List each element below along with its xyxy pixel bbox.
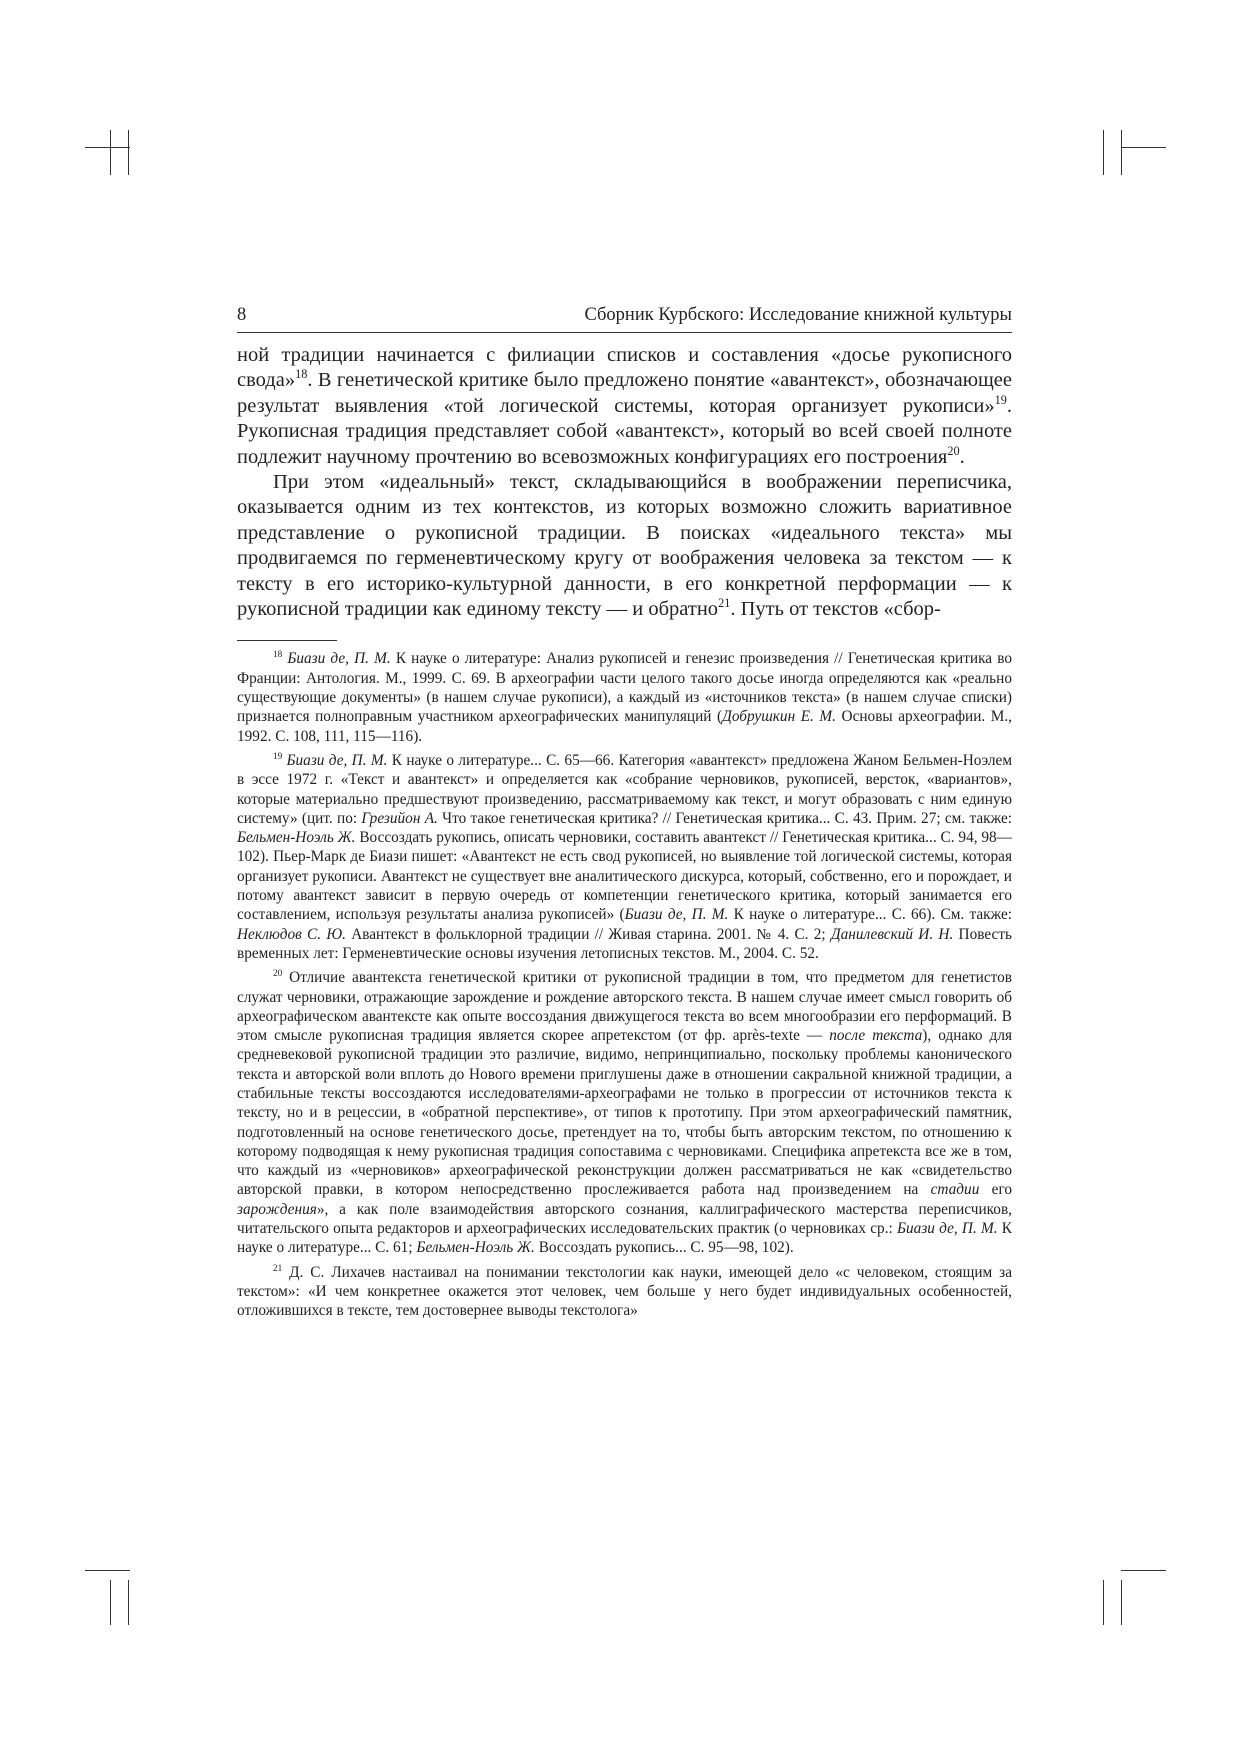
page-number: 8: [237, 305, 247, 325]
crop-mark: [1103, 1580, 1104, 1625]
crop-mark: [128, 130, 129, 175]
book-page: [237, 305, 1012, 1326]
crop-mark: [85, 147, 130, 148]
paragraph-1: ной традиции начинается с филиации списков и составления «досье рукописного свода»$^{18}$. В генетической критике было предложено понятие «авантекст», обозначающее результат выявления «той логической системы, которая организует рукописи»$^{19}$. Рукописная традиция представляет собой «авантекст», который во всей своей полноте подлежит научному прочтению во всевозможных конфигурациях его построения$^{20}$.: [237, 344, 1012, 468]
crop-mark: [1121, 1570, 1166, 1571]
footnote-20: $^{20}$ Отличие авантекста генетической критики от рукописной традиции в том, что предметом для генетистов служат черновики, отражающие зарождение и рождение авторского текста. В нашем случае имеет смысл говорить об археографическом авантексте как опыте воссоздания движущегося текста во всем многообразии его перформаций. В этом смысле рукописная традиция является скорее апретекстом (от фр. après-texte — после текста), однако для средневековой рукописной традиции это различие, видимо, непринципиально, поскольку проблемы канонического текста и авторской воли вплоть до Нового времени приглушены даже в отношении сакральной книжной традиции, а стабильные тексты воссоздаются исследователями-археографами не только в прогрессии от источников текста к тексту, но и в рецессии, в «обратной перспективе», от типов к прототипу. При этом археографический памятник, подготовленный на основе генетического досье, претендует на то, чтобы быть авторским текстом, по отношению к которому подводящая к нему рукописная традиция сопоставима с черновиками. Специфика апретекста все же в том, что каждый из «черновиков» археографической реконструкции должен рассматриваться не как «свидетельство авторской правки, в котором непосредственно прослеживается работа над произведением на стадии его зарождения», а как поле взаимодействия авторского сознания, каллиграфического мастерства переписчиков, читательского опыта редакторов и археографических исследовательских практик (о черновиках ср.: Биази де, П. М. К науке о литературе... С. 61; Бельмен-Ноэль Ж. Воссоздать рукопись... С. 95—98, 102).: [237, 968, 1013, 1257]
footnote-separator: [237, 640, 337, 641]
running-header: [237, 305, 1012, 333]
crop-mark: [1121, 130, 1122, 175]
crop-mark: [1103, 130, 1104, 175]
footnote-ref-19[interactable]: 19: [994, 392, 1007, 407]
crop-mark: [85, 1570, 130, 1571]
crop-mark: [1121, 1580, 1122, 1625]
footnotes: [237, 649, 1012, 1320]
footnote-ref-21[interactable]: 21: [718, 596, 731, 611]
footnote-19: $^{19}$ Биази де, П. М. К науке о литературе... С. 65—66. Категория «авантекст» предложена Жаном Бельмен-Ноэлем в эссе 1972 г. «Текст и авантекст» и определяется как «собрание черновиков, рукописей, версток, «вариантов», которые материально предшествуют произведению, рассматриваемому как текст, и могут образовать с ним единую систему» (цит. по: Грезийон А. Что такое генетическая критика? // Генетическая критика... С. 43. Прим. 27; см. также: Бельмен-Ноэль Ж. Воссоздать рукопись, описать черновики, составить авантекст // Генетическая критика... С. 94, 98—102). Пьер-Марк де Биази пишет: «Авантекст не есть свод рукописей, но выявление той логической системы, которая организует рукописи. Авантекст не существует вне аналитического дискурса, который, собственно, его и порождает, и потому авантекст зависит в первую очередь от компетенции генетического критика, который занимается его составлением, используя результаты анализа рукописей» (Биази де, П. М. К науке о литературе... С. 66). См. также: Неклюдов С. Ю. Авантекст в фольклорной традиции // Живая старина. 2001. № 4. С. 2; Данилевский И. Н. Повесть временных лет: Герменевтические основы изучения летописных текстов. М., 2004. С. 52.: [237, 750, 1013, 962]
crop-mark: [110, 1580, 111, 1625]
footnote-21: $^{21}$ Д. С. Лихачев настаивал на понимании текстологии как науки, имеющей дело «с человеком, стоящим за текстом»: «И чем конкретнее окажется этот человек, чем больше у него будет индивидуальных особенностей, отложившихся в тексте, тем достовернее выводы текстолога»: [237, 1262, 1012, 1320]
footnote-ref-20[interactable]: 20: [947, 443, 960, 458]
crop-mark: [110, 130, 111, 175]
crop-mark: [1121, 147, 1166, 148]
crop-mark: [128, 1580, 129, 1625]
running-title: Сборник Курбского: Исследование книжной культуры: [584, 305, 1012, 325]
paragraph-2: При этом «идеальный» текст, складывающийся в воображении переписчика, оказывается одним из тех контекстов, из которых возможно сложить вариативное представление о рукописной традиции. В поисках «идеального текста» мы продвигаемся по герменевтическому кругу от воображения человека за текстом — к тексту в его историко-культурной данности, в его конкретной перформации — к рукописной традиции как единому тексту — и обратно$^{21}$. Путь от текстов «сбор-: [237, 471, 1012, 621]
footnote-18: $^{18}$ Биази де, П. М. К науке о литературе: Анализ рукописей и генезис произведения // Генетическая критика во Франции: Антология. М., 1999. С. 69. В археографии части целого такого досье иногда определяются как «реально существующие документы» (в нашем случае рукописи), а каждый из «источников текста» (в нашем случае списки) признается полноправным участником археографических манипуляций (Добрушкин Е. М. Основы археографии. М., 1992. С. 108, 111, 115—116).: [237, 649, 1012, 745]
footnote-ref-18[interactable]: 18: [295, 367, 308, 382]
main-text: [237, 343, 1012, 622]
